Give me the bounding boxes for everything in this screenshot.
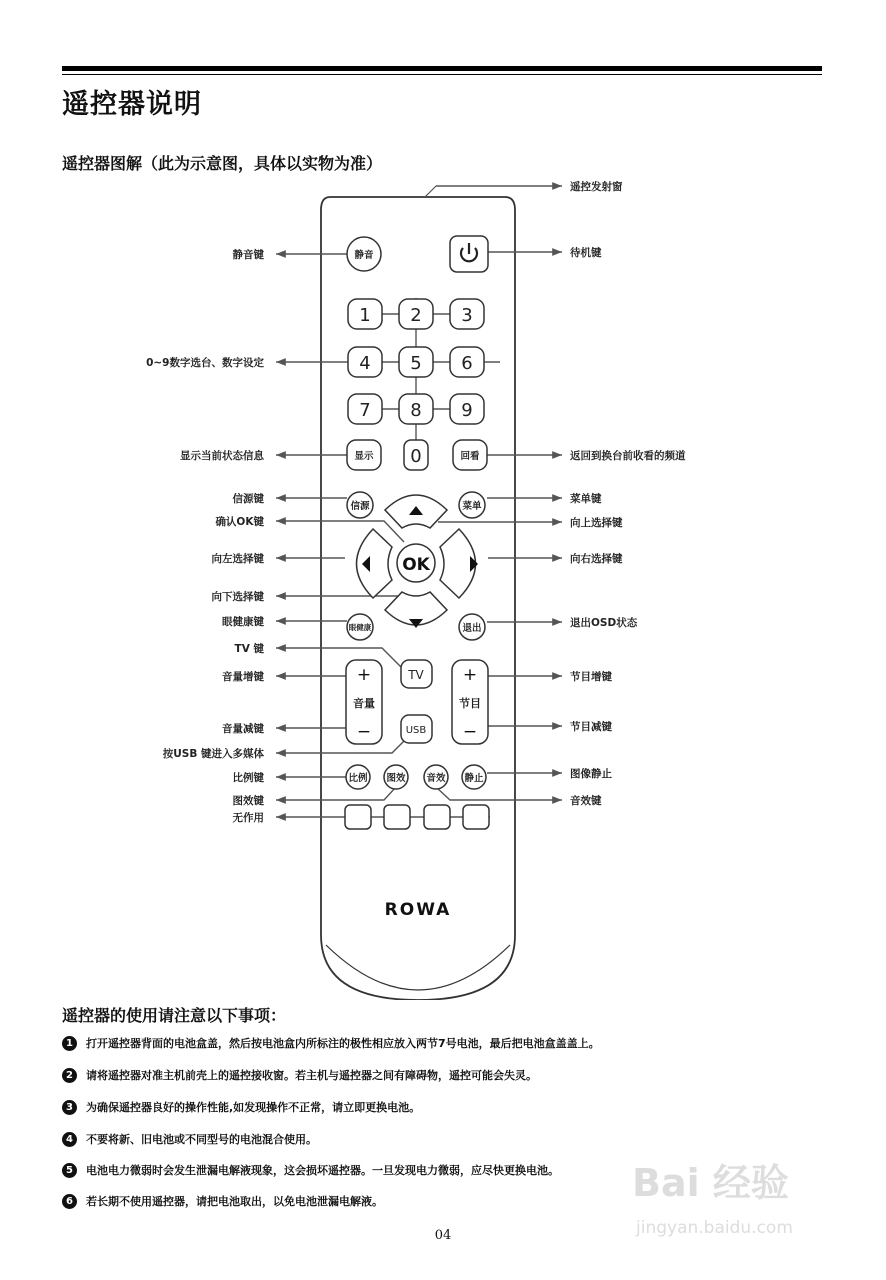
svg-text:信源: 信源	[350, 501, 370, 512]
page-number: 04	[434, 1228, 452, 1243]
note-item	[62, 1131, 317, 1147]
svg-text:0~9数字选台、数字设定: 0~9数字选台、数字设定	[146, 357, 264, 369]
power-button[interactable]	[450, 236, 488, 272]
svg-text:待机键: 待机键	[570, 247, 602, 259]
note-item	[62, 1193, 383, 1209]
svg-text:比例: 比例	[348, 773, 368, 784]
source-button[interactable]	[347, 492, 373, 518]
svg-text:回看: 回看	[460, 451, 480, 462]
svg-text:静止: 静止	[464, 773, 484, 784]
svg-text:9: 9	[461, 400, 473, 421]
freeze-button[interactable]	[462, 765, 486, 789]
svg-text:图效键: 图效键	[232, 795, 264, 807]
note-text: 为确保遥控器良好的操作性能,如发现操作不正常，请立即更换电池。	[86, 1101, 421, 1114]
bullet-number: 6	[62, 1194, 77, 1209]
digit-key[interactable]	[450, 299, 484, 329]
note-text: 不要将新、旧电池或不同型号的电池混合使用。	[86, 1133, 317, 1146]
right-labels	[570, 180, 686, 807]
note-item	[62, 1162, 559, 1178]
svg-text:2: 2	[410, 305, 422, 326]
digit-key[interactable]	[399, 299, 433, 329]
svg-text:静音: 静音	[354, 250, 374, 261]
svg-text:3: 3	[461, 305, 473, 326]
volume-rocker[interactable]	[346, 660, 382, 744]
svg-text:退出OSD状态: 退出OSD状态	[570, 617, 638, 629]
svg-text:节目: 节目	[459, 697, 481, 710]
eye-care-button[interactable]	[347, 614, 373, 640]
svg-text:音量增键: 音量增键	[222, 671, 264, 683]
svg-text:退出: 退出	[462, 623, 482, 634]
menu-button[interactable]	[459, 492, 485, 518]
digit-key-zero[interactable]	[404, 440, 428, 470]
note-text: 请将遥控器对准主机前壳上的遥控接收窗。若主机与遥控器之间有障碍物，遥控可能会失灵。	[86, 1069, 537, 1082]
svg-text:眼健康键: 眼健康键	[222, 616, 264, 628]
digit-key[interactable]	[399, 347, 433, 377]
bullet-number: 5	[62, 1163, 77, 1178]
note-item	[62, 1099, 420, 1115]
note-text: 电池电力微弱时会发生泄漏电解液现象，这会损坏遥控器。一旦发现电力微弱，应尽快更换电池。	[86, 1164, 559, 1177]
svg-text:菜单键: 菜单键	[570, 493, 602, 505]
svg-text:菜单: 菜单	[462, 501, 482, 512]
svg-text:显示: 显示	[354, 451, 374, 462]
digit-key[interactable]	[450, 394, 484, 424]
svg-text:TV: TV	[408, 668, 424, 682]
watermark-url: jingyan.baidu.com	[636, 1218, 793, 1238]
svg-text:比例键: 比例键	[232, 772, 264, 784]
ok-button[interactable]	[397, 544, 435, 582]
digit-key[interactable]	[348, 299, 382, 329]
svg-text:无作用: 无作用	[232, 812, 264, 824]
notes-title: 遥控器的使用请注意以下事项：	[62, 1006, 287, 1025]
svg-text:返回到换台前收看的频道: 返回到换台前收看的频道	[570, 450, 686, 462]
note-text: 打开遥控器背面的电池盒盖，然后按电池盒内所标注的极性相应放入两节7号电池，最后把电池盒盖盖上。	[86, 1037, 600, 1050]
svg-text:音量减键: 音量减键	[222, 723, 264, 735]
channel-up-key: +	[462, 665, 478, 685]
volume-down-key: −	[356, 722, 372, 742]
svg-text:向右选择键: 向右选择键	[570, 553, 623, 565]
svg-text:向左选择键: 向左选择键	[211, 553, 264, 565]
svg-text:遥控发射窗: 遥控发射窗	[570, 181, 623, 193]
svg-text:图像静止: 图像静止	[570, 768, 612, 780]
volume-up-key: +	[356, 665, 372, 685]
svg-text:节目减键: 节目减键	[570, 721, 612, 733]
svg-text:信源键: 信源键	[232, 493, 264, 505]
svg-text:OK: OK	[402, 555, 430, 575]
svg-text:图效: 图效	[386, 773, 406, 784]
picture-button[interactable]	[384, 765, 408, 789]
svg-text:眼健康: 眼健康	[348, 623, 372, 632]
ratio-button[interactable]	[346, 765, 370, 789]
diagram-subtitle: 遥控器图解（此为示意图，具体以实物为准）	[62, 154, 383, 173]
bullet-number: 4	[62, 1132, 77, 1147]
mute-button[interactable]	[347, 237, 381, 271]
svg-text:5: 5	[410, 353, 422, 374]
return-button[interactable]	[453, 440, 487, 470]
brand-logo: ROWA	[384, 900, 452, 920]
left-labels	[146, 248, 264, 824]
bullet-number: 1	[62, 1036, 77, 1051]
watermark-logo: Bai 经验	[632, 1161, 789, 1205]
exit-button[interactable]	[459, 614, 485, 640]
digit-key[interactable]	[399, 394, 433, 424]
svg-text:确认OK键: 确认OK键	[215, 516, 264, 528]
svg-text:8: 8	[410, 400, 422, 421]
svg-text:7: 7	[359, 400, 371, 421]
digit-key[interactable]	[348, 347, 382, 377]
svg-text:向上选择键: 向上选择键	[570, 517, 623, 529]
svg-text:1: 1	[359, 305, 371, 326]
display-button[interactable]	[347, 440, 381, 470]
svg-text:静音键: 静音键	[232, 249, 264, 261]
svg-text:按USB 键进入多媒体: 按USB 键进入多媒体	[162, 748, 264, 760]
channel-down-key: −	[462, 722, 478, 742]
svg-text:TV 键: TV 键	[234, 643, 264, 655]
note-item	[62, 1035, 600, 1051]
svg-text:节目增键: 节目增键	[570, 671, 612, 683]
sound-button[interactable]	[424, 765, 448, 789]
note-text: 若长期不使用遥控器，请把电池取出，以免电池泄漏电解液。	[86, 1195, 383, 1208]
digit-key[interactable]	[348, 394, 382, 424]
bullet-number: 3	[62, 1100, 77, 1115]
svg-text:向下选择键: 向下选择键	[211, 591, 264, 603]
tv-button[interactable]	[401, 660, 432, 688]
svg-text:6: 6	[461, 353, 473, 374]
bullet-number: 2	[62, 1068, 77, 1083]
digit-key[interactable]	[450, 347, 484, 377]
svg-text:USB: USB	[405, 725, 427, 736]
svg-text:0: 0	[410, 446, 422, 467]
svg-text:显示当前状态信息: 显示当前状态信息	[180, 450, 264, 462]
svg-text:音效键: 音效键	[570, 795, 602, 807]
note-item	[62, 1067, 537, 1083]
usb-button[interactable]	[401, 715, 432, 743]
page-title: 遥控器说明	[62, 89, 202, 120]
channel-rocker[interactable]	[452, 660, 488, 744]
svg-text:4: 4	[359, 353, 371, 374]
svg-text:音效: 音效	[426, 773, 446, 784]
svg-text:音量: 音量	[353, 697, 375, 710]
